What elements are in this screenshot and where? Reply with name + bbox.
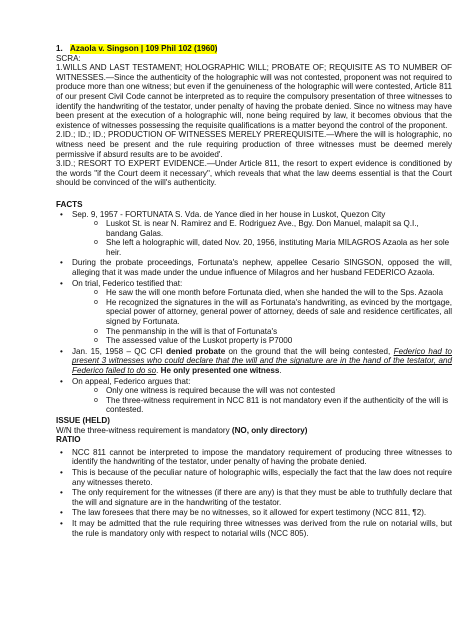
facts-item-text: On trial, Federico testified that: [72,278,183,288]
ratio-item: • The only requirement for the witnesses (if there are any) is that they must be able to truthfully declare that the will and signature are in the handwriting of the testator. [56,488,452,507]
document-content [56,44,452,539]
ratio-item: • NCC 811 cannot be interpreted to impose the mandatory requirement of producing three witnesses to identify the handwriting of the testator, under penalty of having the probate denied. [56,448,452,467]
facts-subitem: o Only one witness is required because the will was not contested [72,386,452,396]
bold-run: (NO, only directory) [231,425,308,435]
underlined-run: Federico had to present 3 witnesses who could declare that the will and the signature are in the hand of the testator, and Federico failed to do so [72,346,452,375]
facts-item [56,210,452,258]
case-title: Azaola v. Singson | 109 Phil 102 (1960) [70,44,218,53]
facts-heading: FACTS [56,199,83,209]
facts-subitem: o Luskot St. is near N. Ramirez and E. Rodriguez Ave., Bgy. Don Manuel, malapit sa Q.I., bandang Galas. [72,219,452,238]
text-run: . [279,366,282,375]
ratio-list [56,448,452,538]
facts-item [56,377,452,415]
facts-subitem: o The assessed value of the Luskot property is P7000 [72,336,452,346]
facts-sublist [72,386,452,415]
facts-subitem: o He recognized the signatures in the will as Fortunata's handwriting, as evinced by the mortgage, special power of attorney, general power of attorney, deeds of sale and residence certificates, all signed by Fortunata. [72,298,452,327]
scra-paragraph-3: 3.ID.; RESORT TO EXPERT EVIDENCE.—Under Article 811, the resort to expert evidence is conditioned by the words "if the Court deem it necessary", which reveals that what the law deems essential is that the Court should be convinced of the will's authenticity. [56,159,452,188]
text-run: on the ground that the will being contested, [225,346,394,356]
issue-heading: ISSUE (HELD) [56,415,110,425]
ratio-item: • It may be admitted that the rule requiring three witnesses was derived from the rule on notarial wills, but the rule is mandatory only with respect to notarial wills (NCC 805). [56,519,452,538]
ratio-item: • This is because of the peculiar nature of holographic wills, especially the fact that the law does not require any witnesses thereto. [56,468,452,487]
facts-sublist [72,219,452,257]
bold-run: He only presented one witness [160,366,280,375]
facts-item [56,347,452,376]
text-run: W/N the three-witness requirement is mandatory [56,425,232,435]
scra-label: SCRA: [56,53,81,63]
scra-paragraph-1: 1.WILLS AND LAST TESTAMENT; HOLOGRAPHIC WILL; PROBATE OF; REQUISITE AS TO NUMBER OF WITNESSES.—Since the authenticity of the holographic will was not contested, proponent was not required to produce more than one witness; but even if the genuineness of the holographic will were contested, Article 811 of our present Civil Code cannot be interpreted as to require the compulsory presentation of three witnesses to identify the handwriting of the testator, under penalty of having the probate denied. Since no witness may have been present at the execution of a holographic will, none being required by law, it becomes obvious that the existence of witnesses possessing the requisite qualifications is a matter beyond the control of the proponent. [56,63,452,130]
facts-list [56,210,452,415]
facts-subitem: o The penmanship in the will is that of Fortunata's [72,327,452,337]
facts-sublist [72,288,452,346]
issue-text [56,426,452,436]
bold-run: denied probate [166,346,226,356]
case-number: 1. [56,44,63,53]
facts-subitem: o The three-witness requirement in NCC 811 is not mandatory even if the authenticity of the will is contested. [72,396,452,415]
facts-item-text: Sep. 9, 1957 - FORTUNATA S. Vda. de Yance died in her house in Luskot, Quezon City [72,209,386,219]
text-run: . [156,366,161,375]
facts-item-text: On appeal, Federico argues that: [72,376,191,386]
facts-item [56,279,452,346]
facts-subitem: o She left a holographic will, dated Nov. 20, 1956, instituting Maria MILAGROS Azaola as her sole heir. [72,238,452,257]
case-title-row [56,44,452,54]
facts-item: • During the probate proceedings, Fortunata's nephew, appellee Cesario SINGSON, opposed the will, alleging that it was made under the undue influence of Milagros and her husband FEDERICO Azaola. [56,258,452,277]
text-run: Jan. 15, 1958 – QC CFI [72,346,167,356]
ratio-item: • The law foresees that there may be no witnesses, so it allowed for expert testimony (NCC 811, ¶2). [56,508,452,518]
facts-subitem: o He saw the will one month before Fortunata died, when she handed the will to the Sps. Azaola [72,288,452,298]
scra-paragraph-2: 2.ID.; ID.; ID.; PRODUCTION OF WITNESSES MERELY PREREQUISITE.—Where the will is holographic, no witness need be present and the rule requiring production of three witnesses must be deemed merely permissive if absurd results are to be avoided'. [56,130,452,159]
ratio-heading: RATIO [56,435,81,445]
